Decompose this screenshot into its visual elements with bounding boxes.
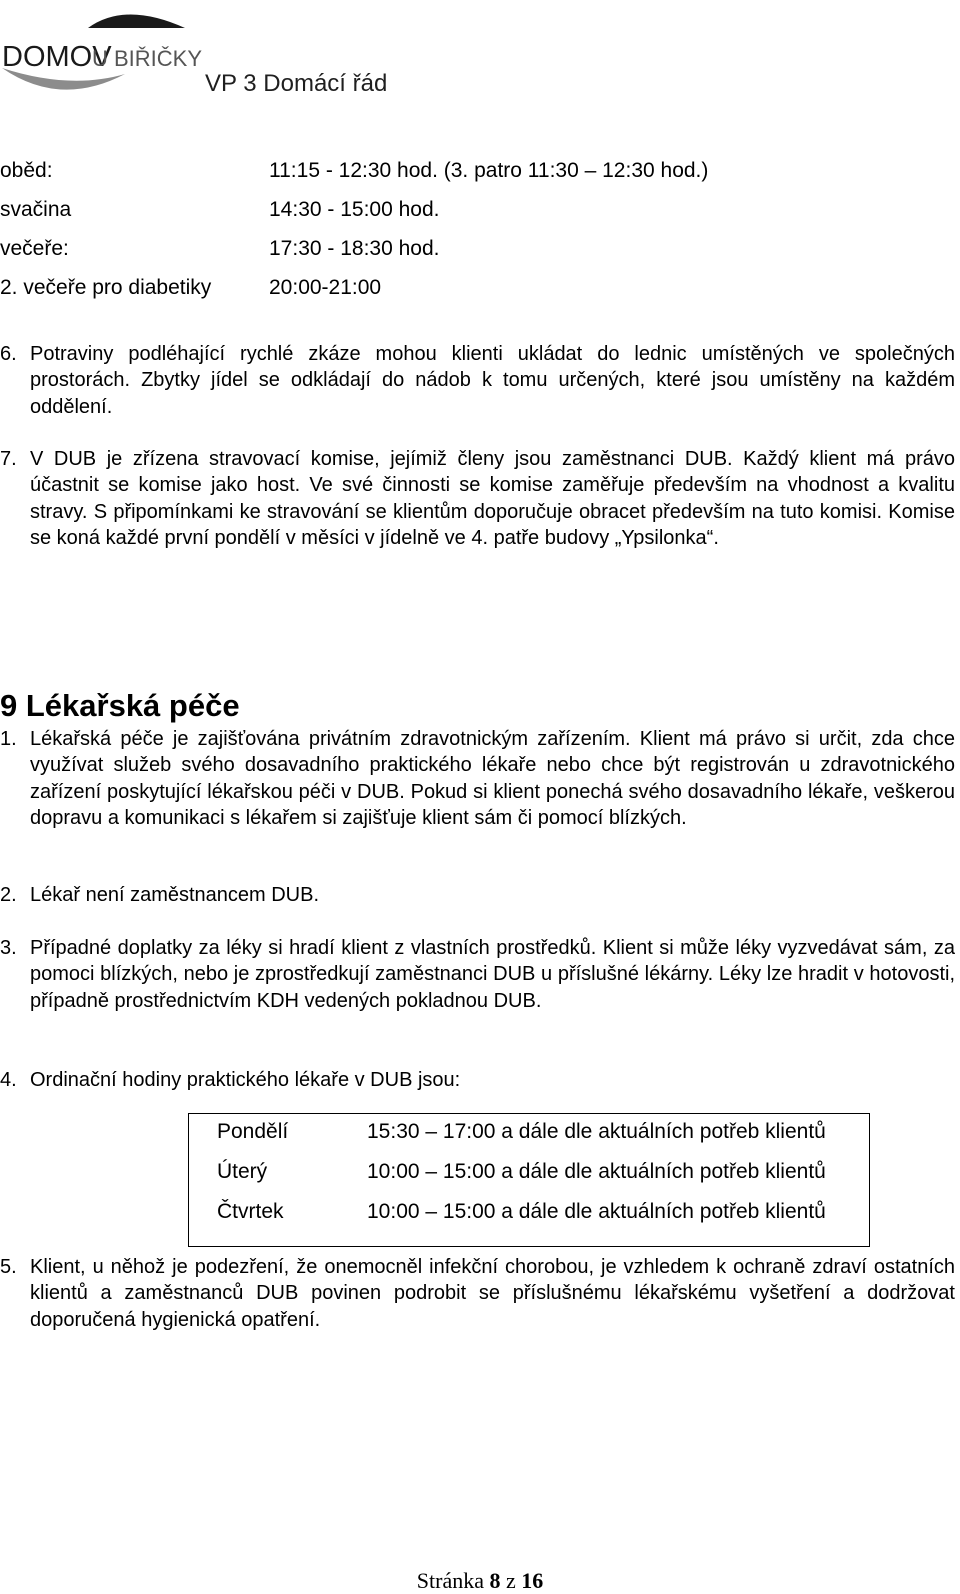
meal-label: oběd: <box>0 159 53 182</box>
page-separator: z <box>505 1568 516 1593</box>
logo-text-biricky: U BIŘIČKY <box>92 46 203 71</box>
item-text: Klient, u něhož je podezření, že onemocněl infekční chorobou, je vzhledem k ochraně zdraví ostatních klientů a zaměstnanců DUB povinen podrobit se příslušnému lékařskému vyšetření a dodržovat doporučená hygienická opatření. <box>30 1256 955 1331</box>
item-text: Ordinační hodiny praktického lékaře v DUB jsou: <box>30 1069 461 1091</box>
meal-time: 20:00-21:00 <box>269 276 382 299</box>
section-heading: 9 Lékařská péče <box>0 688 240 723</box>
page-current: 8 <box>489 1568 501 1593</box>
meal-times <box>0 151 960 311</box>
meal-time: 11:15 - 12:30 hod. (3. patro 11:30 – 12:30 hod.) <box>269 159 709 182</box>
page-total: 16 <box>521 1568 544 1593</box>
item-number: 2. <box>0 884 17 906</box>
meal-row <box>0 268 960 307</box>
item-number: 4. <box>0 1069 17 1091</box>
item-text: Potraviny podléhající rychlé zkáze mohou klienti ukládat do lednic umístěných ve společných prostorách. Zbytky jídel se odkládají do nádob k tomu určených, které jsou umístěny na každém oddělení. <box>30 343 955 418</box>
list-item-4 <box>0 1067 955 1093</box>
meal-time: 14:30 - 15:00 hod. <box>269 198 440 221</box>
list-item-6 <box>0 341 955 420</box>
office-hours-day: Úterý <box>217 1160 268 1183</box>
meal-label: svačina <box>0 198 72 221</box>
list-item-7 <box>0 446 955 552</box>
office-hours-table <box>188 1113 870 1247</box>
list-item-2 <box>0 882 955 908</box>
item-text: Případné doplatky za léky si hradí klient z vlastních prostředků. Klient si může léky vyzvedávat sám, za pomoci blízkých, nebo je zprostředkují zaměstnanci DUB u příslušné lékárny. Léky lze hradit v hotovosti, případně prostřednictvím KDH vedených pokladnou DUB. <box>30 937 955 1012</box>
list-item-1 <box>0 726 955 832</box>
office-hours-time: 10:00 – 15:00 a dále dle aktuálních potřeb klientů <box>367 1200 826 1223</box>
office-hours-day: Čtvrtek <box>217 1200 284 1223</box>
list-item-5 <box>0 1254 955 1333</box>
office-hours-time: 10:00 – 15:00 a dále dle aktuálních potřeb klientů <box>367 1160 826 1183</box>
item-number: 1. <box>0 728 17 750</box>
meal-row <box>0 229 960 268</box>
document-title: VP 3 Domácí řád <box>205 70 388 97</box>
office-hours-time: 15:30 – 17:00 a dále dle aktuálních potřeb klientů <box>367 1120 826 1143</box>
page-footer <box>0 1568 960 1594</box>
meal-row <box>0 151 960 190</box>
meal-time: 17:30 - 18:30 hod. <box>269 237 440 260</box>
item-number: 6. <box>0 343 17 365</box>
item-number: 7. <box>0 448 17 470</box>
item-text: V DUB je zřízena stravovací komise, jejímiž členy jsou zaměstnanci DUB. Každý klient má právo účastnit se komise jako host. Ve své činnosti se komise zaměřuje především na vhodnost a kvalitu stravy. S připomínkami ke stravování se klientům doporučuje obracet především na tuto komisi. Komise se koná každé první pondělí v měsíci v jídelně ve 4. patře budovy „Ypsilonka“. <box>30 448 955 550</box>
item-number: 3. <box>0 937 17 959</box>
domov-u-biricky-logo <box>0 6 203 98</box>
logo-text-domov: DOMOV <box>2 41 112 73</box>
meal-label: večeře: <box>0 237 69 260</box>
meal-row <box>0 190 960 229</box>
list-item-3 <box>0 935 955 1014</box>
item-number: 5. <box>0 1256 17 1278</box>
meal-label: 2. večeře pro diabetiky <box>0 276 212 299</box>
item-text: Lékař není zaměstnancem DUB. <box>30 884 320 906</box>
item-text: Lékařská péče je zajišťována privátním zdravotnickým zařízením. Klient má právo si určit, zda chce využívat služeb svého dosavadního praktického lékaře nebo chce být registrován u zdravotnického zařízení poskytující lékařskou péči v DUB. Pokud si klient ponechá svého dosavadního lékaře, veškerou dopravu a komunikaci s lékařem si zajišťuje klient sám či pomocí blízkých. <box>30 728 955 830</box>
office-hours-day: Pondělí <box>217 1120 289 1143</box>
page-prefix: Stránka <box>416 1568 484 1593</box>
